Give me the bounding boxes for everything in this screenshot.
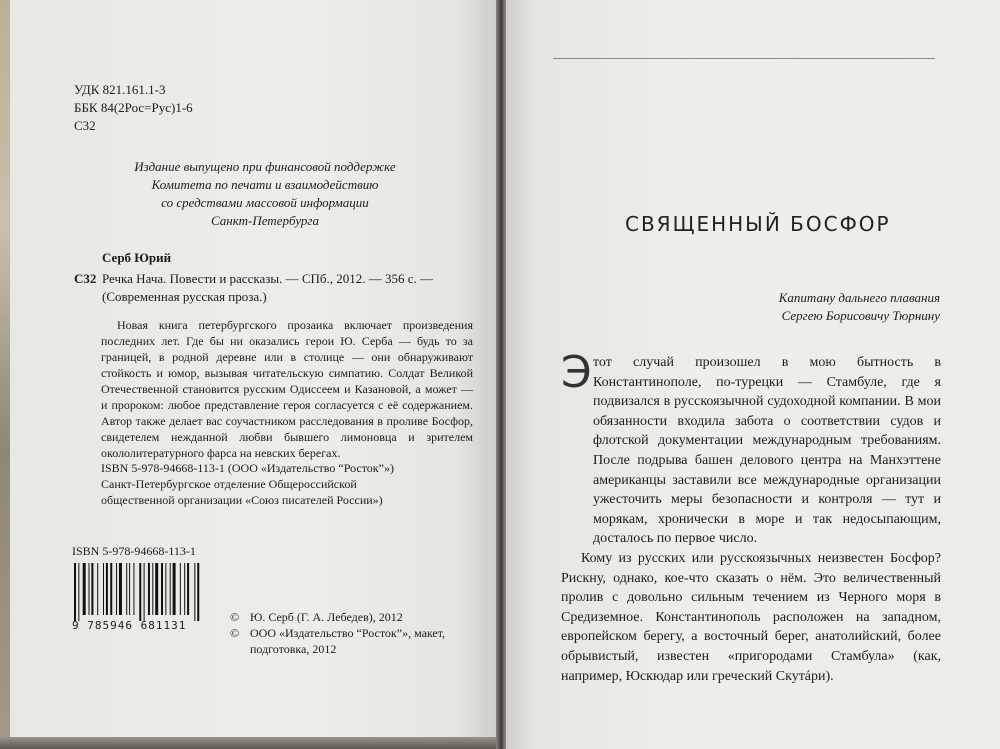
dedication (740, 289, 940, 325)
support-line: со средствами массовой информации (161, 195, 369, 210)
copyright-symbol: © (230, 610, 240, 624)
barcode-bar (152, 563, 153, 615)
barcode-bar (187, 563, 189, 615)
barcode-bar (126, 563, 127, 615)
dedication-line: Сергею Борисовичу Тюрнину (781, 308, 940, 323)
drop-cap: Э (561, 347, 592, 398)
book-gutter (496, 0, 506, 749)
bbk-code: ББК 84(2Рос=Рус)1-6 (74, 100, 193, 115)
copyright-text: Ю. Серб (Г. А. Лебедев), 2012 (250, 610, 403, 624)
biblio-description: Речка Нача. Повести и рассказы. — СПб., 2012. — 356 с. — (Современная русская проза.) (102, 271, 434, 304)
udk-code: УДК 821.161.1-3 (74, 82, 166, 97)
barcode-bar (97, 563, 98, 615)
classification-block (74, 81, 193, 135)
barcode-bar (103, 563, 104, 615)
support-line: Комитета по печати и взаимодействию (151, 177, 379, 192)
author-sign: С32 (74, 118, 96, 133)
barcode-bar (89, 563, 90, 615)
header-rule (553, 58, 935, 59)
barcode-bar (106, 563, 108, 615)
paragraph: Кому из русских или русскоязычных неизвестен Босфор? Рискну, однако, кое-что сказать о нём. Это величественный пролив с довольно сильным течением из Черного моря в Средиземное. Константинополь расположен на западном, европейском берегу, а восточный берег, анатолийский, более обрывистый, известен «пригородами Стамбула» (как, например, Юскюдар или греческий Скутáри). (561, 550, 941, 684)
barcode-bar (165, 563, 166, 615)
biblio-code: С32 (74, 271, 97, 286)
barcode-bar (144, 563, 145, 621)
barcode-bar (116, 563, 117, 615)
copyright-line (230, 625, 470, 657)
left-page (0, 0, 496, 749)
barcode-digits: 9 785946 681131 (72, 619, 187, 632)
copyright-text: ООО «Издательство “Росток”», макет, подготовка, 2012 (250, 626, 446, 656)
isbn-info (101, 460, 473, 508)
support-line: Санкт-Петербурга (210, 213, 320, 228)
barcode-bar (184, 563, 185, 615)
isbn-line: Санкт-Петербургское отделение Общероссийской (101, 477, 357, 491)
copyright-symbol: © (230, 626, 240, 640)
barcode-bar (78, 563, 79, 621)
barcode-bar (197, 563, 199, 621)
copyright-line (230, 609, 470, 625)
barcode-bar (74, 563, 76, 621)
barcode-bar (110, 563, 112, 615)
support-notice (100, 158, 430, 230)
support-line: Издание выпущено при финансовой поддержке (134, 159, 396, 174)
cover-bottom-edge (0, 737, 506, 749)
barcode-bar (170, 563, 171, 615)
annotation: Новая книга петербургского прозаика включает произведения последних лет. Где бы ни оказались герои Ю. Серба — будь то за границей, в родной деревне или в столице — они обнаруживают стойкость и юмор, вызывая читательскую симпатию. Солдат Великой Отечественной становится русским Одиссеем и Казановой, а может — и пророком: любое представление героя согласуется с её содержанием. Автор также делает вас соучастником расследования в проливе Босфор, свидетелем нежданной любви бывшего лимоновца и зрителем окололитературного фарса на невских берегах. (101, 318, 473, 460)
barcode-bar (91, 563, 93, 615)
barcode-bar (129, 563, 130, 615)
barcode-bar (194, 563, 195, 621)
barcode-bar (148, 563, 150, 615)
chapter-title: СВЯЩЕННЫЙ БОСФОР (625, 212, 891, 236)
dedication-line: Капитану дальнего плавания (778, 290, 940, 305)
copyright-block (230, 609, 470, 657)
barcode-bar (161, 563, 163, 615)
barcode-bar (155, 563, 158, 615)
barcode-bar (139, 563, 141, 621)
barcode-isbn: ISBN 5-978-94668-113-1 (72, 544, 196, 558)
barcode-area (72, 543, 212, 633)
paragraph: тот случай произошел в мою бытность в Константинополе, по-турецки — Стамбуле, где я подвизался в русскоязычной судоходной компании. В мои обязанности входила забота о соответствии судов и флотской документации международным требованиям. После подрыва башен делового центра на Манхэттене американцы заставили все международные организации ужесточить меры безопасности и контроля — тут и морякам, хронически в море и так недосыпающим, досталось по первое число. (593, 355, 941, 547)
barcode-bar (119, 563, 122, 615)
chapter-body (561, 347, 941, 686)
isbn-line: общественной организации «Союз писателей России») (101, 493, 383, 507)
biblio-author: Серб Юрий (102, 250, 172, 265)
barcode-bar (133, 563, 134, 615)
isbn-line: ISBN 5-978-94668-113-1 (ООО «Издательство “Росток”») (101, 461, 394, 475)
barcode-bar (180, 563, 181, 615)
barcode-bar (83, 563, 86, 615)
barcode-icon (72, 563, 208, 621)
barcode-bar (173, 563, 176, 615)
cover-edge (0, 0, 10, 749)
